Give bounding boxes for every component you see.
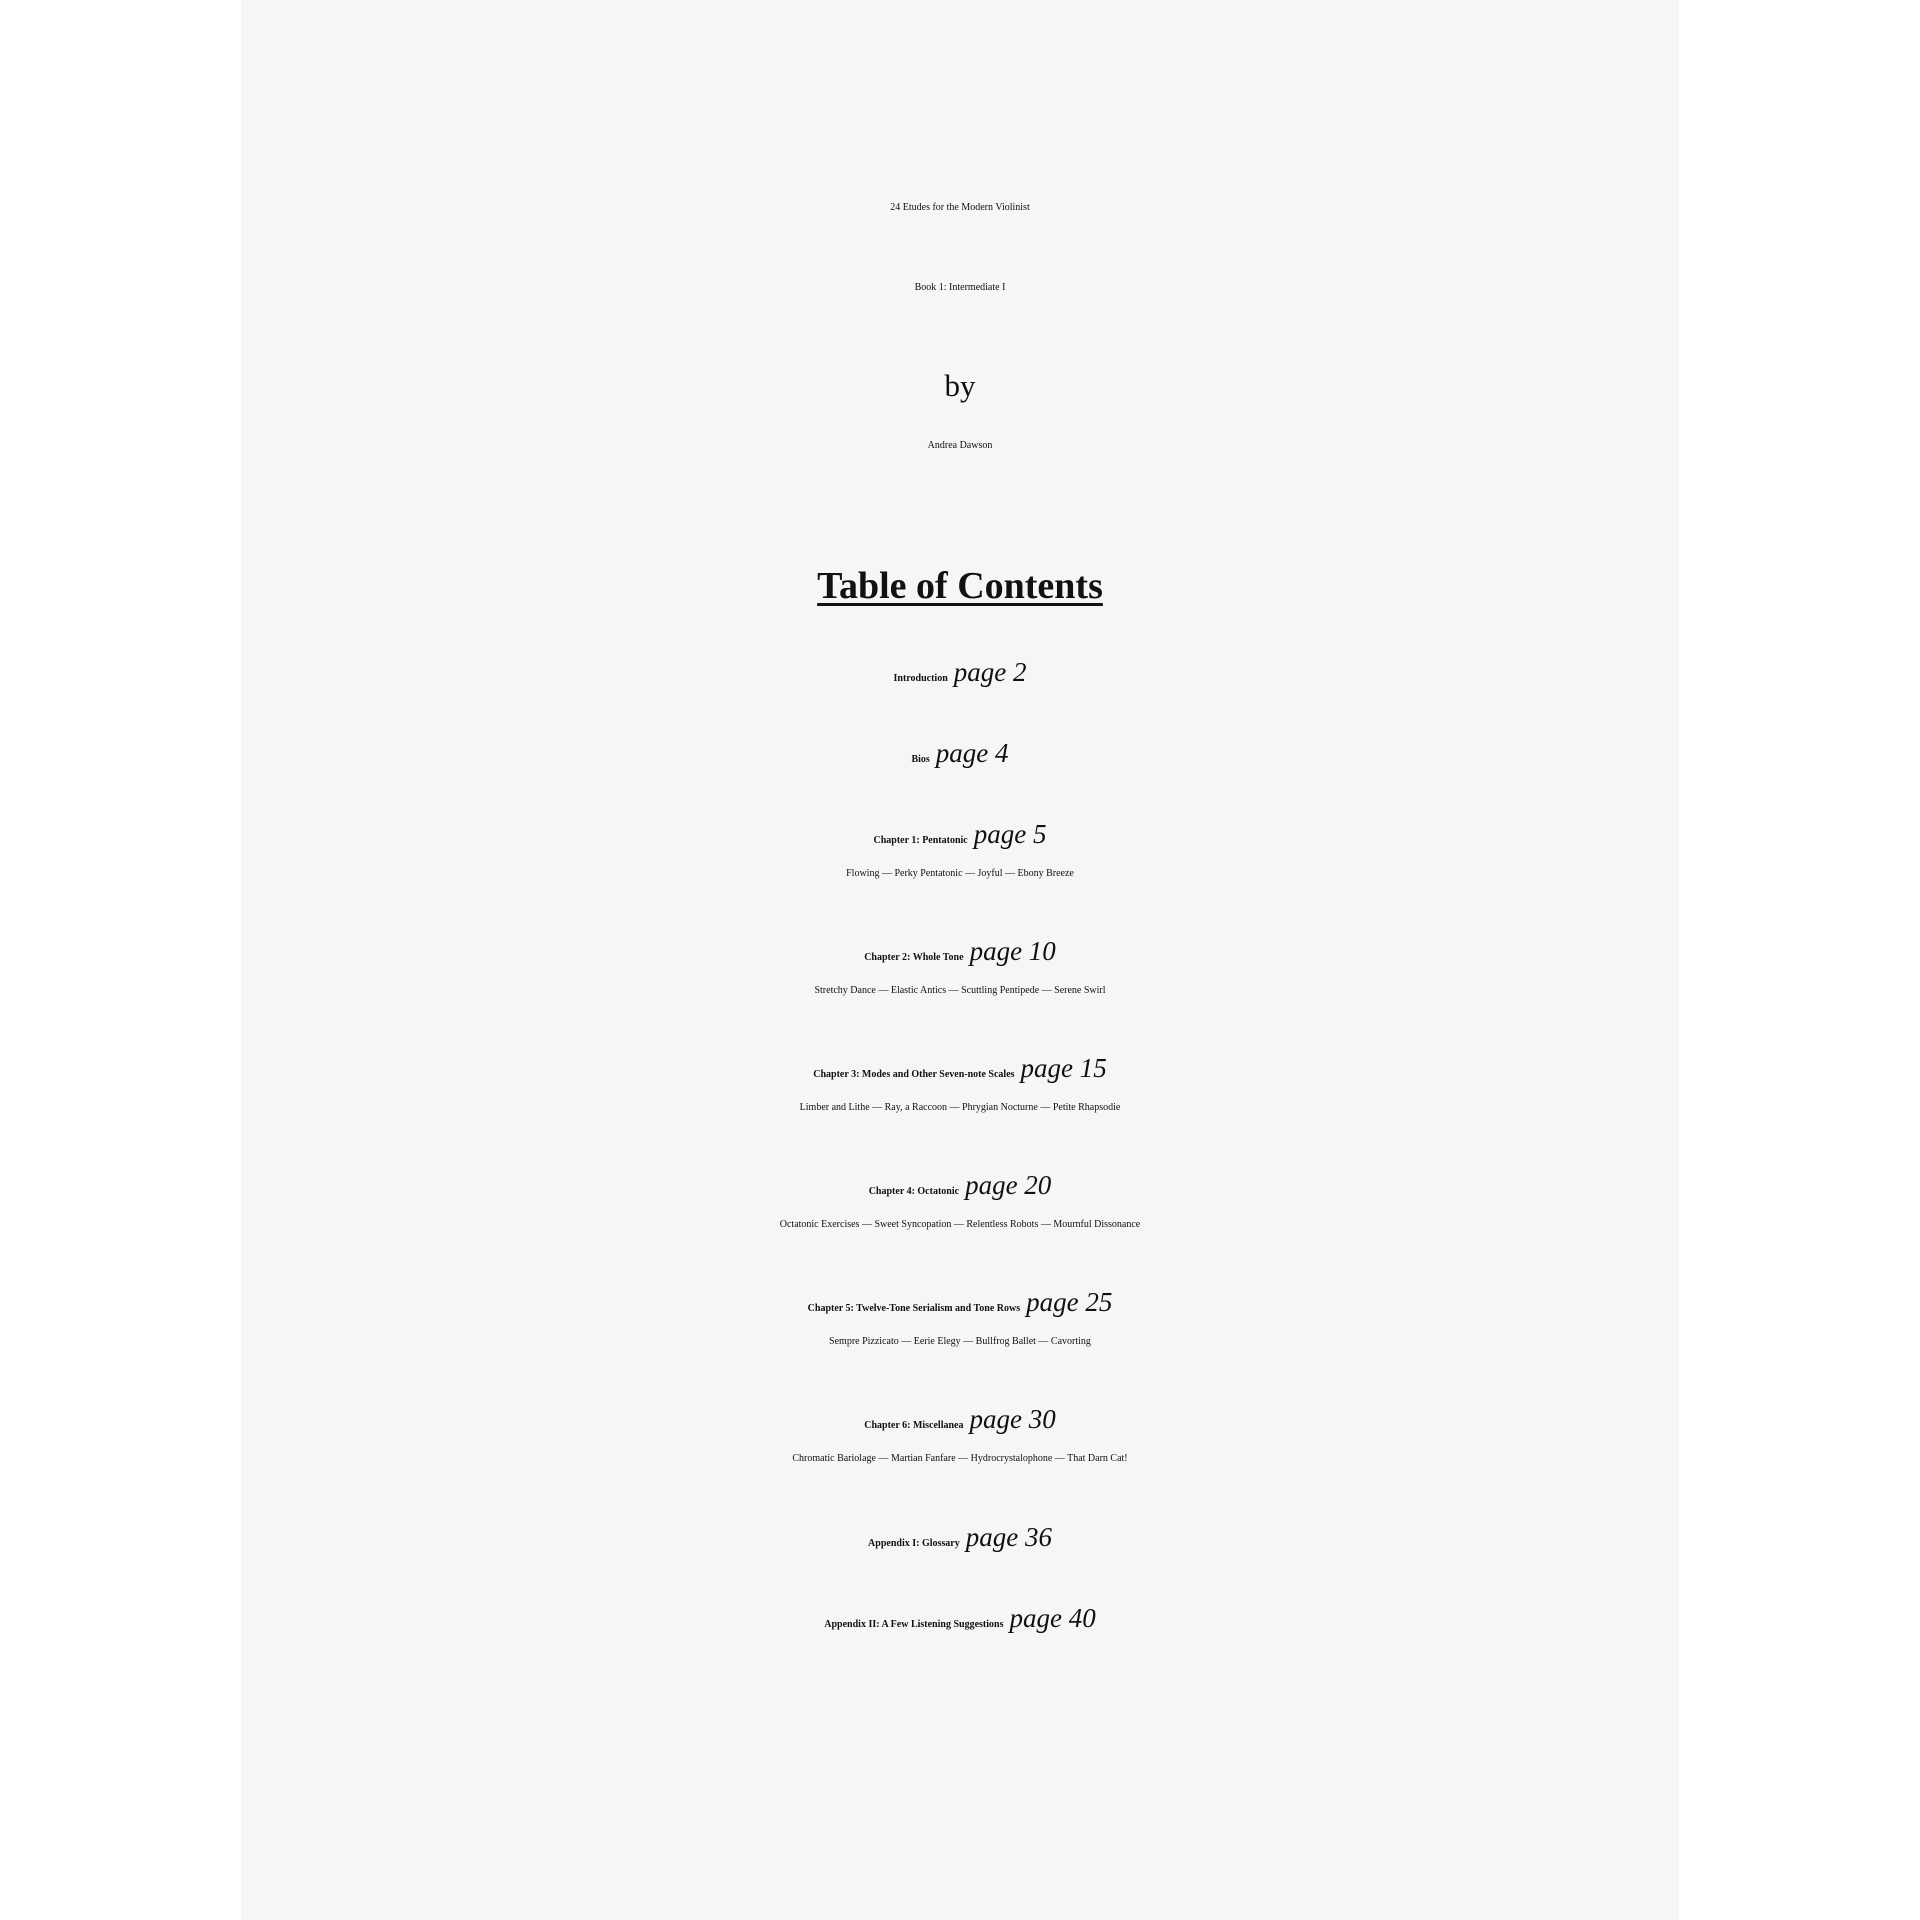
author-name: Andrea Dawson — [927, 440, 993, 451]
toc-entry-title: Chapter 4: Octatonic — [868, 1186, 960, 1197]
toc-entry-title: Chapter 1: Pentatonic — [873, 835, 968, 846]
toc-entry-chapter-3 — [241, 1048, 1679, 1095]
toc-entry-pieces: Octatonic Exercises — Sweet Syncopation — Relentless Robots — Mournful Dissonance — [779, 1219, 1141, 1230]
document-page — [241, 0, 1679, 1920]
toc-entry-pieces: Stretchy Dance — Elastic Antics — Scuttling Pentipede — Serene Swirl — [814, 985, 1106, 996]
toc-entry-chapter-6 — [241, 1399, 1679, 1446]
toc-entry-title: Introduction — [893, 673, 948, 684]
toc-entry-pieces: Flowing — Perky Pentatonic — Joyful — Ebony Breeze — [846, 868, 1074, 879]
document-title: 24 Etudes for the Modern Violinist — [890, 202, 1030, 213]
toc-entry-page: page 15 — [1020, 1053, 1107, 1083]
toc-entry-title: Bios — [911, 754, 930, 765]
toc-entry-page: page 36 — [965, 1522, 1052, 1552]
toc-entry-page: page 20 — [965, 1170, 1052, 1200]
toc-entry-title: Chapter 6: Miscellanea — [864, 1420, 964, 1431]
toc-heading: Table of Contents — [817, 565, 1103, 607]
toc-entry-chapter-5 — [241, 1282, 1679, 1329]
toc-entry-pieces: Chromatic Bariolage — Martian Fanfare — Hydrocrystalophone — That Darn Cat! — [792, 1453, 1128, 1464]
toc-entry-title: Chapter 2: Whole Tone — [864, 952, 964, 963]
toc-entry-page: page 25 — [1026, 1287, 1113, 1317]
toc-entry-pieces: Sempre Pizzicato — Eerie Elegy — Bullfrog Ballet — Cavorting — [829, 1336, 1091, 1347]
toc-entry-page: page 30 — [969, 1404, 1056, 1434]
toc-entry-appendix-1 — [241, 1517, 1679, 1564]
toc-entry-chapter-4 — [241, 1165, 1679, 1212]
toc-entry-page: page 5 — [973, 819, 1047, 849]
toc-entry-title: Chapter 5: Twelve-Tone Serialism and Tone Rows — [807, 1303, 1021, 1314]
toc-entry-appendix-2 — [241, 1598, 1679, 1645]
toc-entry-title: Appendix I: Glossary — [868, 1538, 960, 1549]
toc-entry-bios — [241, 733, 1679, 780]
toc-entry-chapter-2 — [241, 931, 1679, 978]
document-subtitle: Book 1: Intermediate I — [914, 282, 1006, 293]
toc-entry-chapter-1 — [241, 814, 1679, 861]
toc-entry-pieces: Limber and Lithe — Ray, a Raccoon — Phrygian Nocturne — Petite Rhapsodie — [799, 1102, 1121, 1113]
toc-entry-page: page 40 — [1009, 1603, 1096, 1633]
toc-entry-title: Appendix II: A Few Listening Suggestions — [824, 1619, 1004, 1630]
toc-entry-page: page 4 — [935, 738, 1009, 768]
toc-entry-page: page 2 — [953, 657, 1027, 687]
toc-entry-page: page 10 — [969, 936, 1056, 966]
by-label: by — [944, 368, 976, 403]
toc-entry-introduction — [241, 652, 1679, 699]
toc-entry-title: Chapter 3: Modes and Other Seven-note Scales — [813, 1069, 1015, 1080]
